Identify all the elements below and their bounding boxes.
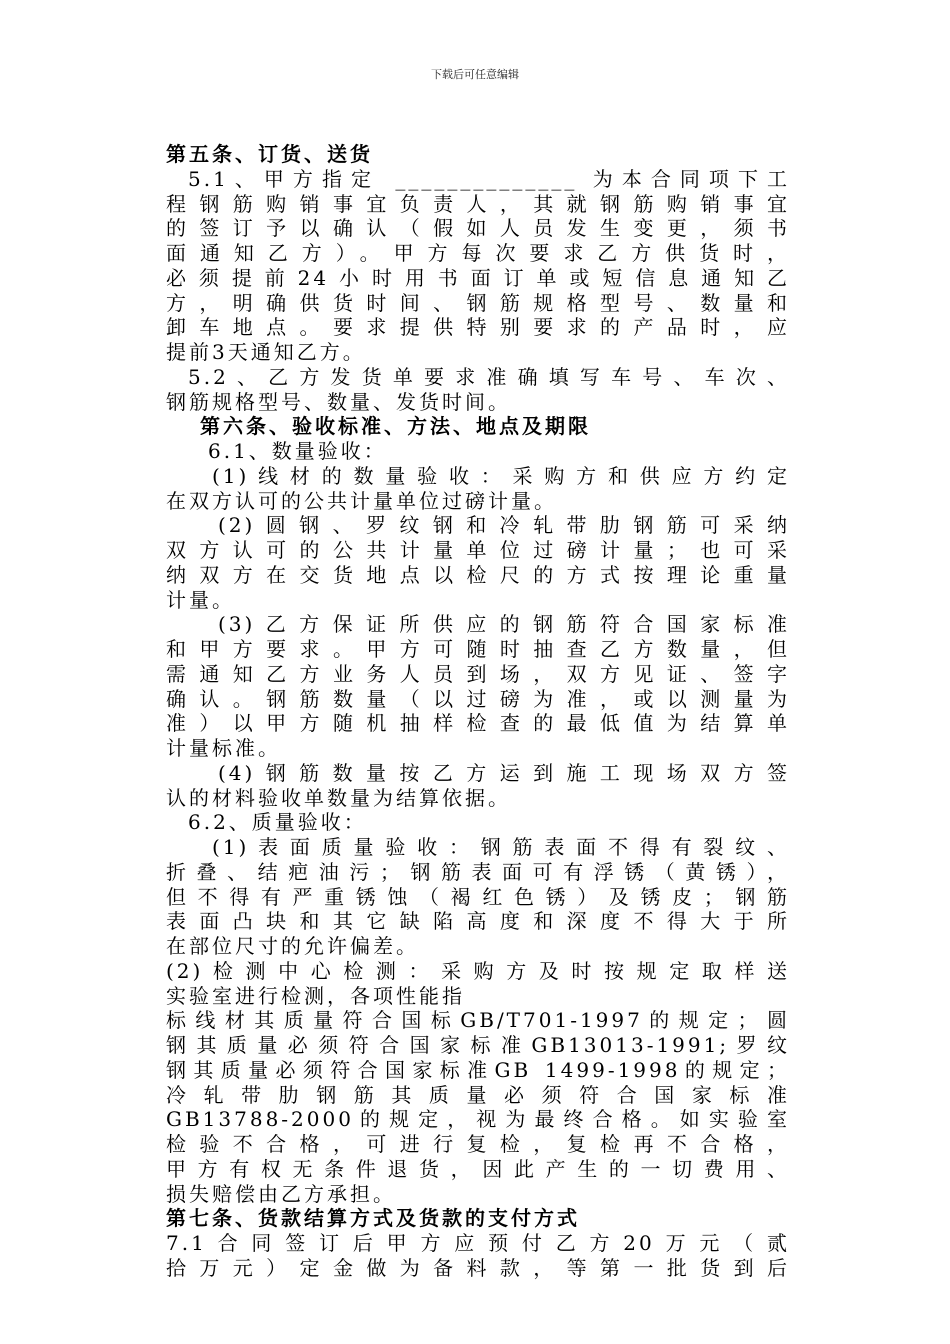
text-line: 检验不合格，可进行复检，复检再不合格，: [166, 1132, 790, 1156]
document-body: [166, 142, 790, 1281]
text-line: 表面凸块和其它缺陷高度和深度不得大于所: [166, 909, 790, 934]
text-line: 在部位尺寸的允许偏差。: [166, 934, 419, 958]
text-line: 认的材料验收单数量为结算依据。: [166, 785, 511, 810]
page-header: 下载后可任意编辑: [431, 68, 519, 81]
text-line: 方，明确供货时间、钢筋规格型号、数量和: [166, 290, 790, 315]
text-line: 6.1、数量验收：: [208, 439, 387, 463]
text-line: (1)线材的数量验收：采购方和供应方约定: [212, 463, 790, 488]
text-line: 必须提前24小时用书面订单或短信息通知乙: [166, 265, 790, 290]
text-line: 确认。钢筋数量（以过磅为准，或以测量为: [166, 686, 790, 711]
text-line: 钢其质量必须符合国家标准GB13013-1991;罗纹: [166, 1033, 790, 1057]
text-line: 卸车地点。要求提供特别要求的产品时，应: [166, 315, 790, 340]
text-line: 5.2、乙方发货单要求准确填写车号、车次、: [188, 364, 790, 389]
text-line: 和甲方要求。甲方可随时抽查乙方数量，但: [166, 637, 790, 661]
section-heading: 第六条、验收标准、方法、地点及期限: [200, 414, 591, 439]
text-line: 双方认可的公共计量单位过磅计量；也可采: [166, 538, 790, 562]
text-line: 计量。: [166, 587, 235, 612]
text-line: 在双方认可的公共计量单位过磅计量。: [166, 488, 557, 513]
text-line: 需通知乙方业务人员到场，双方见证、签字: [166, 661, 790, 686]
text-line: GB13788-2000的规定，视为最终合格。如实验室: [166, 1107, 790, 1132]
text-line: 甲方有权无条件退货，因此产生的一切费用、: [166, 1156, 790, 1181]
text-line: 实验室进行检测，各项性能指: [166, 983, 465, 1008]
text-line: 计量标准。: [166, 736, 281, 760]
text-line: 钢筋规格型号、数量、发货时间。: [166, 389, 511, 414]
text-line: 拾万元）定金做为备料款，等第一批货到后: [166, 1255, 790, 1280]
text-line: 的签订予以确认（假如人员发生变更，须书: [166, 216, 790, 241]
text-line: 纳双方在交货地点以检尺的方式按理论重量: [166, 562, 790, 587]
text-line: 5.1、甲方指定 ______________ 为本合同项下工: [188, 166, 790, 191]
section-heading: 第七条、货款结算方式及货款的支付方式: [166, 1206, 580, 1231]
text-line: (2)圆钢、罗纹钢和冷轧带肋钢筋可采纳: [218, 513, 790, 538]
text-line: 提前3天通知乙方。: [166, 340, 366, 364]
text-line: (3)乙方保证所供应的钢筋符合国家标准: [218, 612, 790, 637]
text-line: 6.2、质量验收：: [188, 810, 367, 835]
text-line: 7.1合同签订后甲方应预付乙方20万元（贰: [166, 1231, 790, 1255]
text-line: 准）以甲方随机抽样检查的最低值为结算单: [166, 711, 790, 736]
text-line: (2)检测中心检测：采购方及时按规定取样送: [166, 958, 790, 983]
text-line: 程钢筋购销事宜负责人，其就钢筋购销事宜: [166, 191, 790, 216]
text-line: (1)表面质量验收：钢筋表面不得有裂纹、: [212, 835, 790, 859]
text-line: 冷轧带肋钢筋其质量必须符合国家标准: [166, 1082, 790, 1107]
section-heading: 第五条、订货、送货: [166, 142, 373, 166]
text-line: 但不得有严重锈蚀（褐红色锈）及锈皮；钢筋: [166, 884, 790, 909]
text-line: 面通知乙方）。甲方每次要求乙方供货时，: [166, 241, 790, 265]
text-line: (4)钢筋数量按乙方运到施工现场双方签: [218, 760, 790, 785]
text-line: 折叠、结疤油污；钢筋表面可有浮锈（黄锈），: [166, 859, 790, 884]
text-line: 标线材其质量符合国标GB/T701-1997的规定；圆: [166, 1008, 790, 1033]
text-line: 钢其质量必须符合国家标准GB 1499-1998的规定；: [166, 1057, 790, 1082]
text-line: 损失赔偿由乙方承担。: [166, 1181, 396, 1206]
